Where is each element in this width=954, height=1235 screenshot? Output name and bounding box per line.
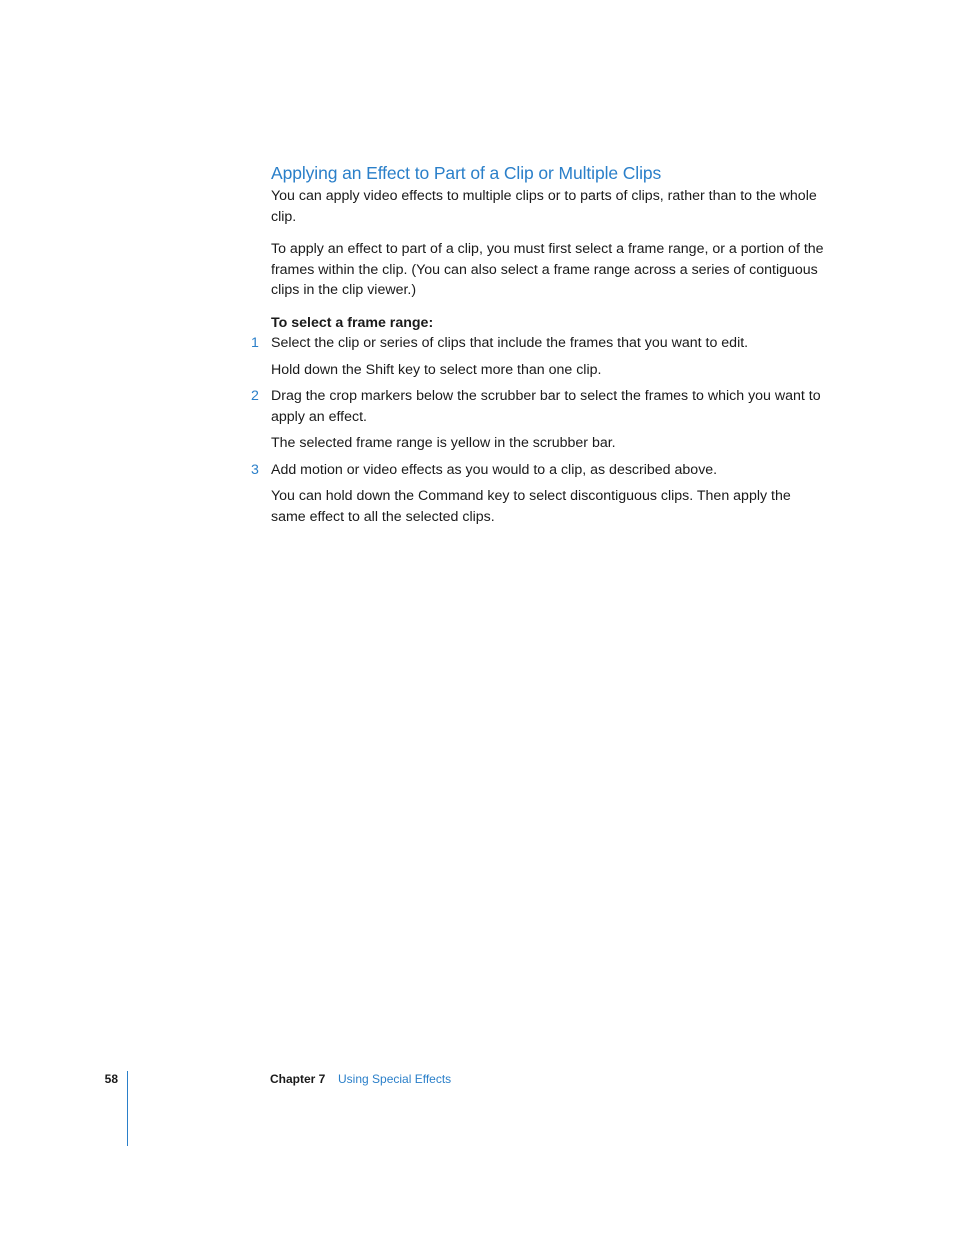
page-number: 58 — [104, 1072, 118, 1086]
step-note: You can hold down the Command key to select discontiguous clips. Then apply the same effect to all the selected clips. — [271, 488, 791, 525]
step-text: Drag the crop markers below the scrubber bar to select the frames to which you want to apply an effect. — [271, 388, 821, 425]
footer-chapter-label: Chapter 7 — [270, 1072, 326, 1086]
page-content — [251, 160, 826, 527]
step-text: Add motion or video effects as you would to a clip, as described above. — [271, 461, 718, 478]
step-list — [251, 333, 826, 527]
step-number: 2 — [251, 388, 259, 404]
step-text: Select the clip or series of clips that include the frames that you want to edit. — [271, 335, 749, 351]
step-number: 3 — [251, 461, 259, 478]
detail-paragraph: To apply an effect to part of a clip, you must first select a frame range, or a portion of the frames within the clip. (You can also select a frame range across a series of contiguous clips in the clip viewer.) — [271, 241, 824, 298]
step-note: The selected frame range is yellow in the scrubber bar. — [271, 435, 616, 451]
footer-divider — [127, 1071, 128, 1146]
step-item — [251, 460, 826, 481]
section-title: Applying an Effect to Part of a Clip or Multiple Clips — [271, 163, 662, 183]
step-number: 1 — [251, 335, 259, 351]
task-heading: To select a frame range: — [271, 314, 434, 331]
intro-paragraph: You can apply video effects to multiple clips or to parts of clips, rather than to the whole clip. — [271, 188, 817, 225]
step-item — [251, 386, 826, 427]
footer-chapter-title: Using Special Effects — [338, 1072, 452, 1086]
step-note: Hold down the Shift key to select more than one clip. — [271, 361, 602, 378]
step-item — [251, 333, 826, 354]
